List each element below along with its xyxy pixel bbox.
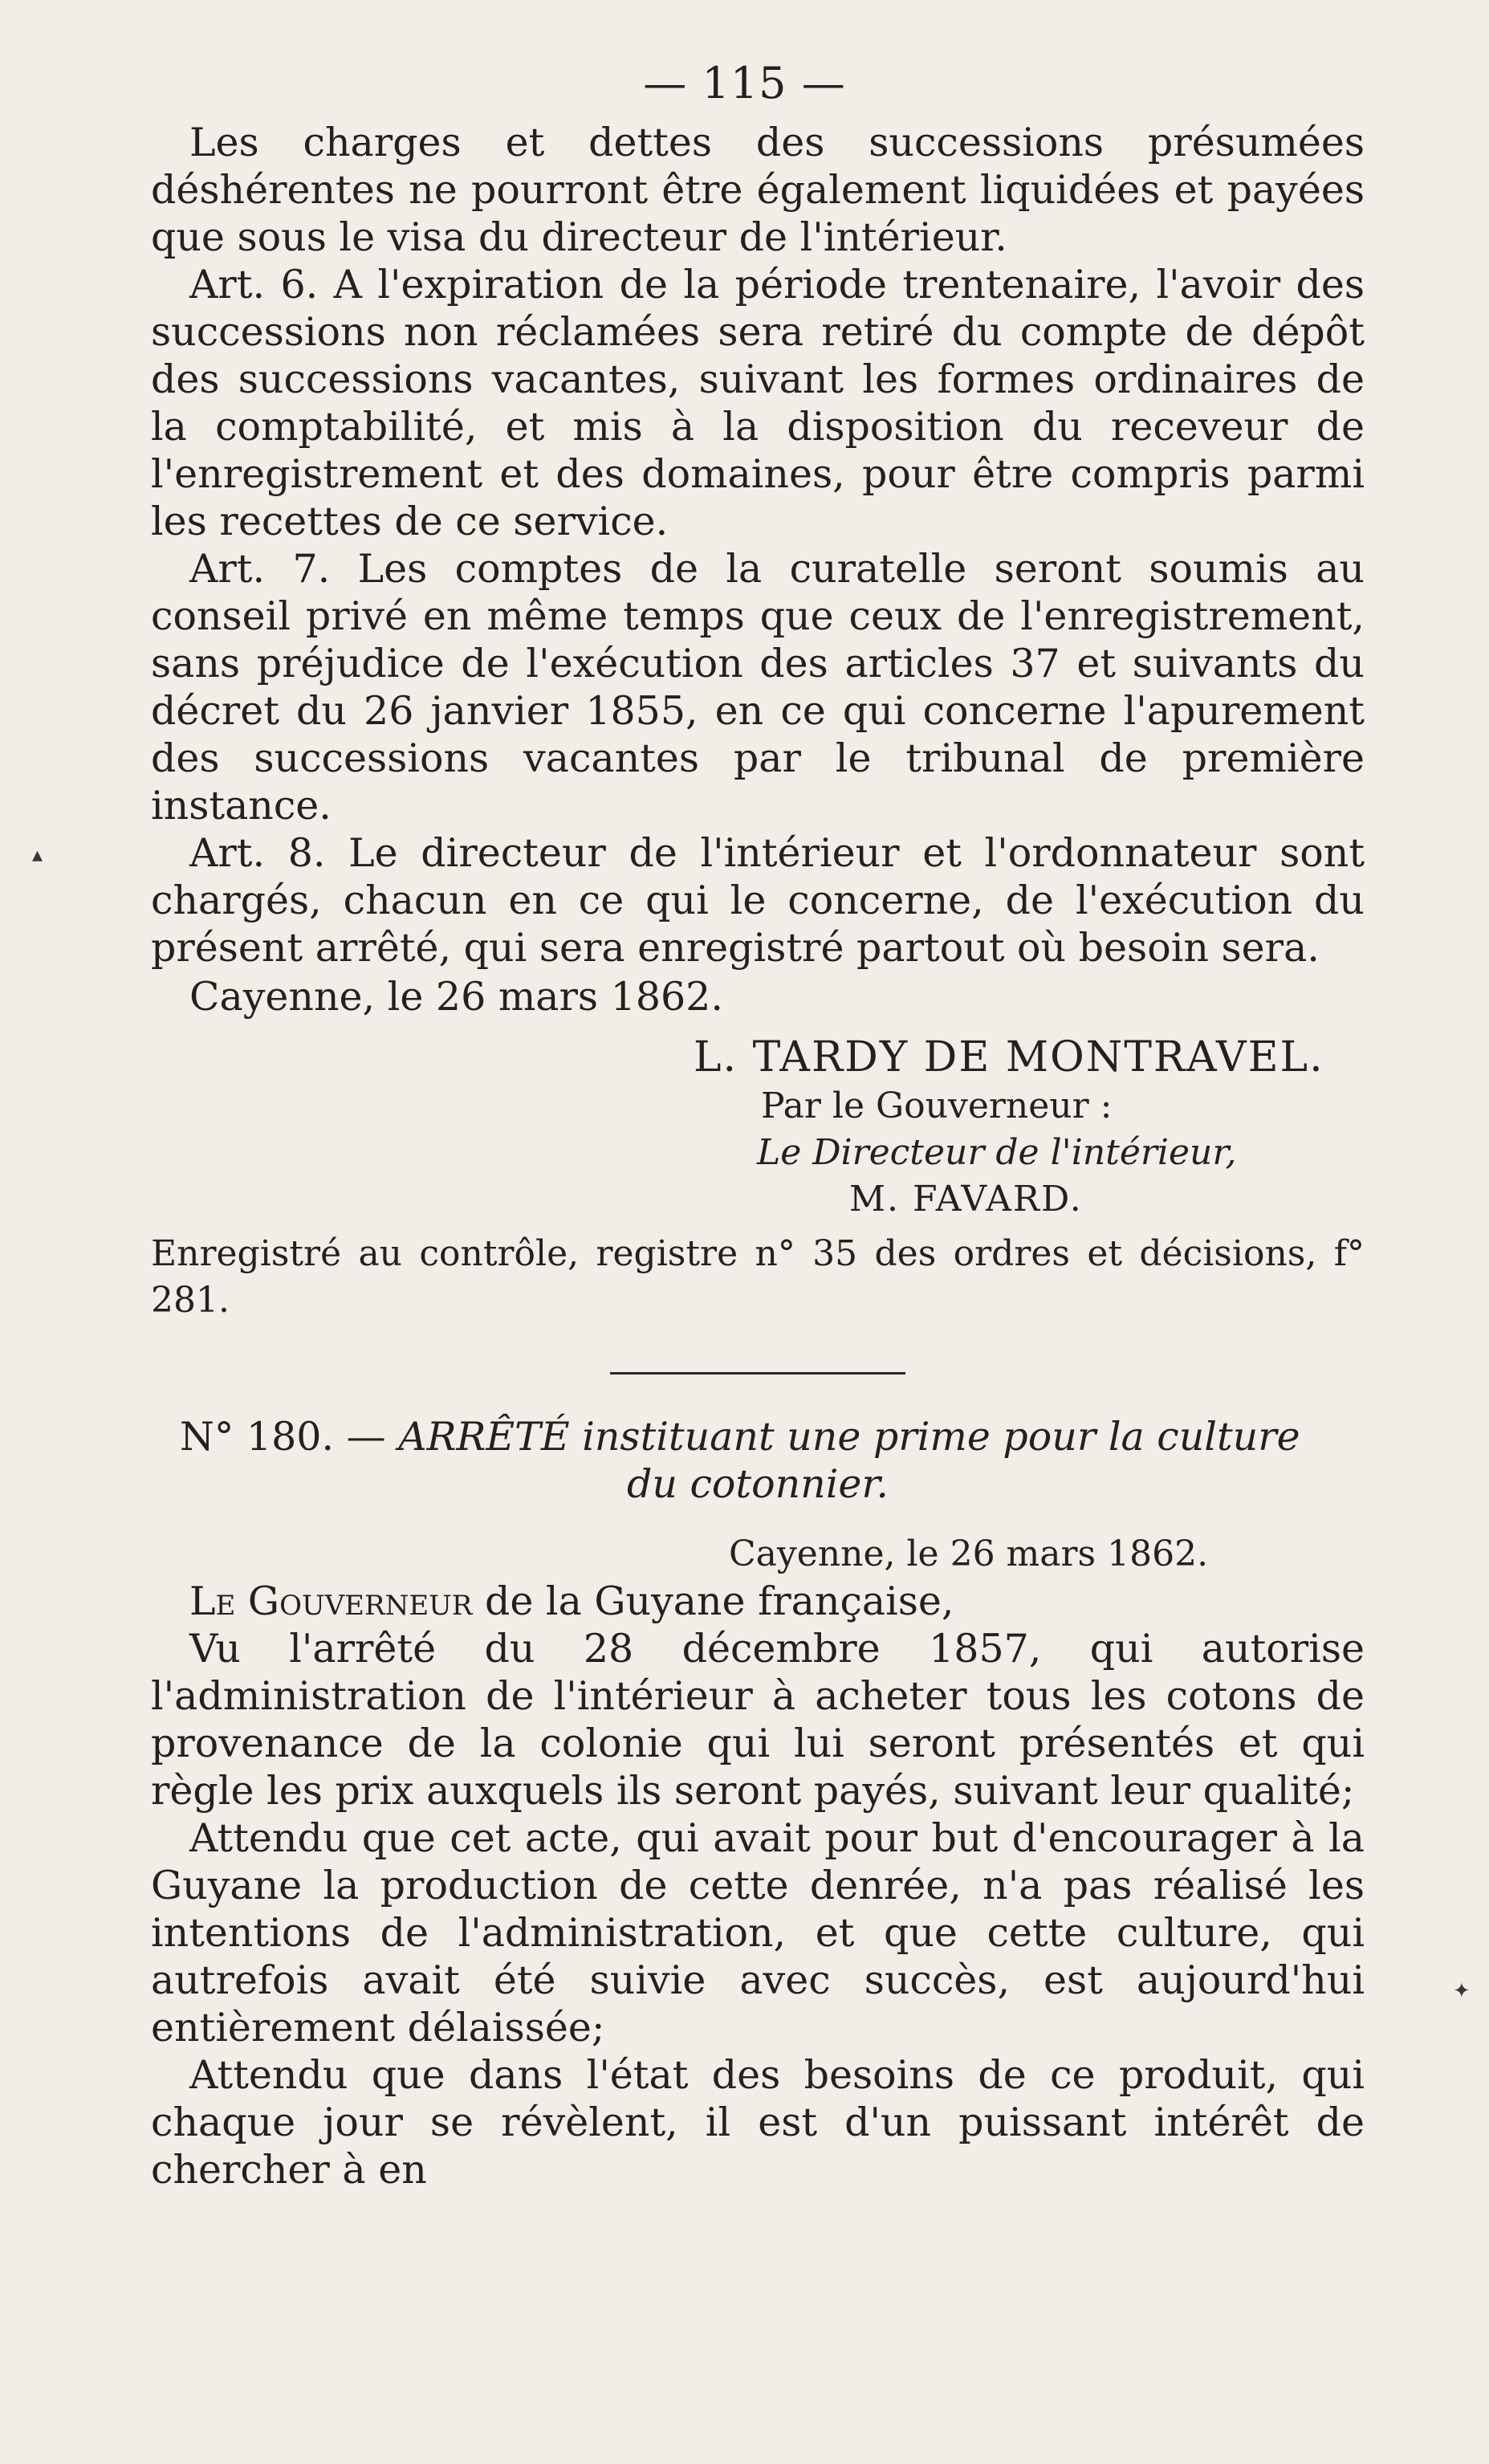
registration-note: Enregistré au contrôle, registre n° 35 des ordres et décisions, f° 281. (151, 1233, 1365, 1321)
governor-line (151, 1578, 1365, 1625)
article-8 (151, 829, 1365, 971)
signer-name: L. TARDY DE MONTRAVEL. (694, 1033, 1324, 1081)
article-8-text: Le directeur de l'intérieur et l'ordonnateur sont chargés, chacun en ce qui le concerne, de l'exécution du présent arrêté, qui sera enregistré partout où besoin sera. (151, 830, 1365, 971)
article-7-text: Les comptes de la curatelle seront soumis au conseil privé en même temps que ceux de l'enregistrement, sans préjudice de l'exécution des articles 37 et suivants du décret du 26 janvier 1855, en ce qui concerne l'apurement des successions vacantes par le tribunal de première instance. (151, 546, 1365, 829)
article-7 (151, 545, 1365, 829)
governor-rest: de la Guyane française, (484, 1578, 954, 1624)
article-8-label: Art. 8. (189, 830, 326, 876)
place-date: Cayenne, le 26 mars 1862. (189, 974, 723, 1020)
decree-title-line-1: ARRÊTÉ instituant une prime pour la culture (398, 1414, 1300, 1460)
par-le-gouverneur: Par le Gouverneur : (761, 1085, 1113, 1126)
article-6 (151, 261, 1365, 545)
section-divider (610, 1372, 905, 1375)
page-content (151, 119, 1365, 2193)
decree-number: N° 180. (180, 1414, 335, 1460)
director-name: M. FAVARD. (849, 1179, 1083, 1220)
article-7-label: Art. 7. (189, 546, 331, 592)
paragraph-charges: Les charges et dettes des successions présumées déshérentes ne pourront être également liquidées et payées que sous le visa du directeur de l'intérieur. (151, 120, 1365, 260)
decree-place-date: Cayenne, le 26 mars 1862. (729, 1533, 1209, 1574)
director-title: Le Directeur de l'intérieur, (757, 1132, 1237, 1173)
article-6-text: A l'expiration de la période trentenaire, l'avoir des successions non réclamées sera retiré du compte de dépôt des successions vacantes, suivant les formes ordinaires de la comptabilité, et mis à la disposition du receveur de l'enregistrement et des domaines, pour être compris parmi les recettes de ce service. (151, 262, 1365, 544)
ink-spot-mark: ✦ (1453, 1979, 1471, 2003)
margin-mark: ▴ (32, 843, 43, 867)
article-6-label: Art. 6. (189, 262, 319, 307)
page-number-header: — 115 — (643, 58, 846, 108)
paragraph-vu: Vu l'arrêté du 28 décembre 1857, qui autorise l'administration de l'intérieur à acheter tous les cotons de provenance de la colonie qui lui seront présentés et qui règle les prix auxquels ils seront payés, suivant leur qualité; (151, 1626, 1365, 1814)
decree-title-line-2: du cotonnier. (626, 1461, 889, 1507)
paragraph-attendu-1: Attendu que cet acte, qui avait pour but d'encourager à la Guyane la production de cette denrée, n'a pas réalisé les intentions de l'administration, et que cette culture, qui autrefois avait été suivie avec succès, est aujourd'hui entièrement délaissée; (151, 1815, 1365, 2051)
decree-dash: — (346, 1414, 386, 1460)
paragraph-attendu-2: Attendu que dans l'état des besoins de ce produit, qui chaque jour se révèlent, il est d'un puissant intérêt de chercher à en (151, 2052, 1365, 2193)
governor-prefix: Le Gouverneur (189, 1578, 473, 1624)
decree-title (151, 1413, 1365, 1460)
signature-block (151, 1032, 1365, 1223)
